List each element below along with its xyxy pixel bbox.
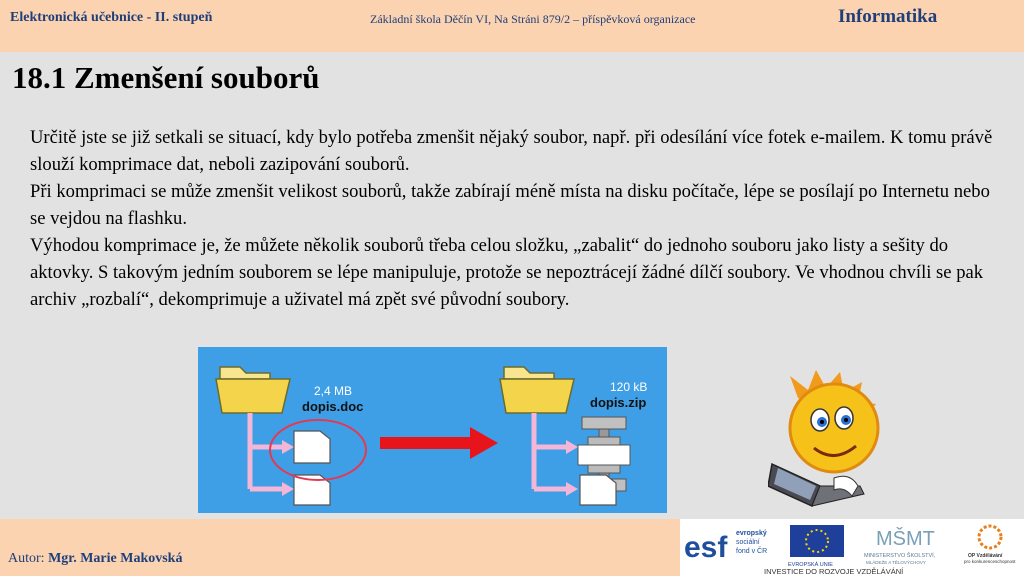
- header-bar: [0, 0, 1024, 52]
- eu-funding-logos: [680, 519, 1024, 576]
- svg-text:EVROPSKÁ UNIE: EVROPSKÁ UNIE: [788, 562, 833, 568]
- body-text: [30, 124, 1000, 313]
- after-size-label: 120 kB: [610, 380, 648, 394]
- after-file-name: dopis.zip: [590, 395, 647, 410]
- school-name: Základní škola Děčín VI, Na Stráni 879/2 – příspěvková organizace: [370, 12, 696, 26]
- author-credit: [8, 551, 182, 567]
- smiley-face-icon: [790, 370, 878, 472]
- funding-tagline: INVESTICE DO ROZVOJE VZDĚLÁVÁNÍ: [764, 567, 904, 576]
- paragraph-2: Při komprimaci se může zmenšit velikost souborů, takže zabírají méně místa na disku počítače, lépe se posílají po Internetu nebo se vejdou na flashku.: [30, 181, 990, 229]
- before-size-label: 2,4 MB: [314, 384, 353, 398]
- footer-bar: [0, 519, 680, 576]
- svg-text:fond v ČR: fond v ČR: [736, 548, 768, 555]
- svg-text:pro konkurenceschopnost: pro konkurenceschopnost: [964, 559, 1016, 564]
- smiley-laptop-mascot: [768, 368, 888, 508]
- svg-text:evropský: evropský: [736, 530, 767, 537]
- svg-text:MLÁDEŽE A TĚLOVÝCHOVY: MLÁDEŽE A TĚLOVÝCHOVY: [866, 560, 926, 565]
- svg-text:MINISTERSTVO ŠKOLSTVÍ,: MINISTERSTVO ŠKOLSTVÍ,: [864, 553, 936, 559]
- paragraph-1: Určitě jste se již setkali se situací, kdy bylo potřeba zmenšit nějaký soubor, např. při odesílání více fotek e-mailem. K tomu právě slouží komprimace dat, neboli zazipování souborů.: [30, 127, 993, 175]
- author-label: Autor:: [8, 551, 49, 566]
- svg-text:MŠMT: MŠMT: [876, 528, 935, 550]
- svg-text:OP Vzdělávání: OP Vzdělávání: [968, 553, 1003, 559]
- compression-diagram: [198, 347, 667, 513]
- before-file-name: dopis.doc: [302, 399, 364, 414]
- paragraph-3: Výhodou komprimace je, že můžete několik souborů třeba celou složku, „zabalit“ do jednoho souboru jako listy a sešity do aktovky. S takovým jedním souborem se lépe manipuluje, protože se nepoztrácejí žádné dílčí soubory. Ve vhodnou chvíli se pak archiv „rozbalí“, dekomprimuje a uživatel má zpět své původní soubory.: [30, 235, 984, 310]
- author-name: Mgr. Marie Makovská: [48, 551, 183, 566]
- esf-logo: [684, 523, 784, 564]
- textbook-name: Elektronická učebnice - II. stupeň: [10, 10, 213, 25]
- svg-text:esf: esf: [684, 531, 728, 564]
- page-title: 18.1 Zmenšení souborů: [12, 60, 320, 95]
- file-icon: [294, 431, 330, 463]
- file-icon: [580, 475, 616, 505]
- svg-text:sociální: sociální: [736, 539, 760, 546]
- subject-name: Informatika: [838, 6, 938, 27]
